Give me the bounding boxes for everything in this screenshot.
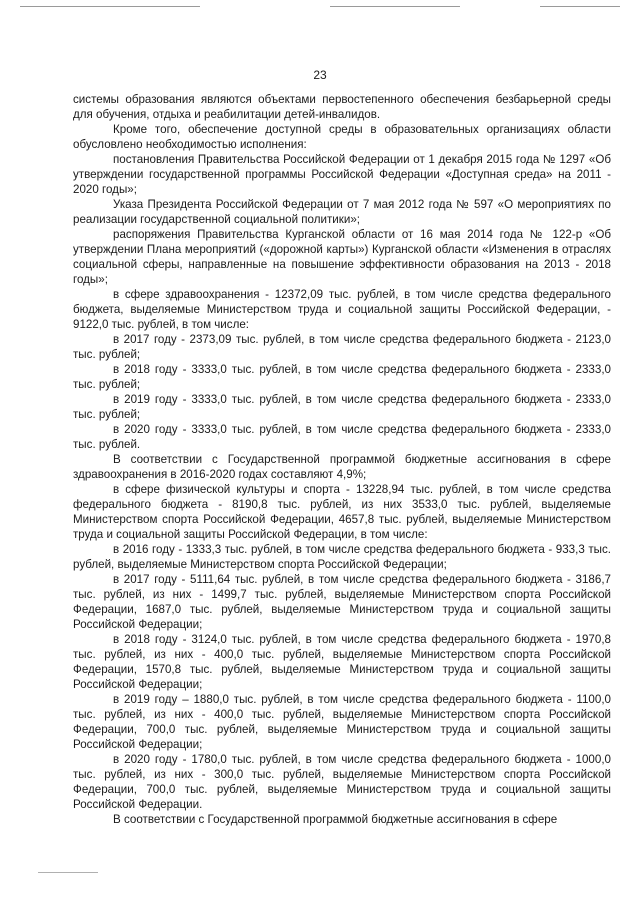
paragraph: в 2017 году - 5111,64 тыс. рублей, в том числе средства федерального бюджета - 3186,7 тыс. рублей, из них - 1499,7 тыс. рублей, выделяемые Министерством спорта Российской Федерации, 1687,0 тыс. рублей, выделяемые Министерством труда и социальной защиты Российской Федерации; xyxy=(73,573,611,631)
document-body xyxy=(73,92,611,827)
paragraph: В соответствии с Государственной программой бюджетные ассигнования в сфере здравоохранения в 2016-2020 годах составляют 4,9%; xyxy=(73,453,611,481)
paragraph: Кроме того, обеспечение доступной среды в образовательных организациях области обусловлено необходимостью исполнения: xyxy=(73,123,611,151)
paragraph: в сфере физической культуры и спорта - 13228,94 тыс. рублей, в том числе средства федерального бюджета - 8190,8 тыс. рублей, из них 3533,0 тыс. рублей, выделяемые Министерством спорта Российской Федерации, 4657,8 тыс. рублей, выделяемые Министерством труда и социальной защиты Российской Федерации, в том числе: xyxy=(73,483,611,541)
paragraph: В соответствии с Государственной программой бюджетные ассигнования в сфере xyxy=(113,813,558,826)
paragraph: в 2020 году - 1780,0 тыс. рублей, в том числе средства федерального бюджета - 1000,0 тыс. рублей, из них - 300,0 тыс. рублей, выделяемые Министерством спорта Российской Федерации, 700,0 тыс. рублей, выделяемые Министерством труда и социальной защиты Российской Федерации. xyxy=(73,753,611,811)
paragraph: постановления Правительства Российской Федерации от 1 декабря 2015 года № 1297 «Об утверждении государственной программы Российской Федерации «Доступная среда» на 2011 - 2020 годы»; xyxy=(73,153,611,196)
scan-artifact-bottom xyxy=(38,872,98,873)
paragraph: в сфере здравоохранения - 12372,09 тыс. рублей, в том числе средства федерального бюджета, выделяемые Министерством труда и социальной защиты Российской Федерации, - 9122,0 тыс. рублей, в том числе: xyxy=(73,288,611,331)
paragraph: системы образования являются объектами первостепенного обеспечения безбарьерной среды для обучения, отдыха и реабилитации детей-инвалидов. xyxy=(73,93,611,121)
paragraph: Указа Президента Российской Федерации от 7 мая 2012 года № 597 «О мероприятиях по реализации государственной социальной политики»; xyxy=(73,198,611,226)
paragraph: в 2020 году - 3333,0 тыс. рублей, в том числе средства федерального бюджета - 2333,0 тыс. рублей. xyxy=(73,423,611,451)
paragraph: в 2018 году - 3333,0 тыс. рублей, в том числе средства федерального бюджета - 2333,0 тыс. рублей; xyxy=(73,363,611,391)
paragraph: в 2017 году - 2373,09 тыс. рублей, в том числе средства федерального бюджета - 2123,0 тыс. рублей; xyxy=(73,333,611,361)
paragraph: в 2019 году – 1880,0 тыс. рублей, в том числе средства федерального бюджета - 1100,0 тыс. рублей, из них - 400,0 тыс. рублей, выделяемые Министерством спорта Российской Федерации, 700,0 тыс. рублей, выделяемые Министерством труда и социальной защиты Российской Федерации; xyxy=(73,693,611,751)
paragraph: в 2018 году - 3124,0 тыс. рублей, в том числе средства федерального бюджета - 1970,8 тыс. рублей, из них - 400,0 тыс. рублей, выделяемые Министерством спорта Российской Федерации, 1570,8 тыс. рублей, выделяемые Министерством труда и социальной защиты Российской Федерации; xyxy=(73,633,611,691)
scan-artifact-top xyxy=(330,6,460,7)
scan-artifact-top xyxy=(20,6,200,7)
scan-artifact-top xyxy=(540,6,620,7)
page-number: 23 xyxy=(313,68,327,82)
paragraph: распоряжения Правительства Курганской области от 16 мая 2014 года № 122-р «Об утверждении Плана мероприятий («дорожной карты») Курганской области «Изменения в отраслях социальной сферы, направленные на повышение эффективности образования на 2013 - 2018 годы»; xyxy=(73,228,611,286)
paragraph: в 2016 году - 1333,3 тыс. рублей, в том числе средства федерального бюджета - 933,3 тыс. рублей, выделяемые Министерством спорта Российской Федерации; xyxy=(73,543,611,571)
paragraph: в 2019 году - 3333,0 тыс. рублей, в том числе средства федерального бюджета - 2333,0 тыс. рублей; xyxy=(73,393,611,421)
